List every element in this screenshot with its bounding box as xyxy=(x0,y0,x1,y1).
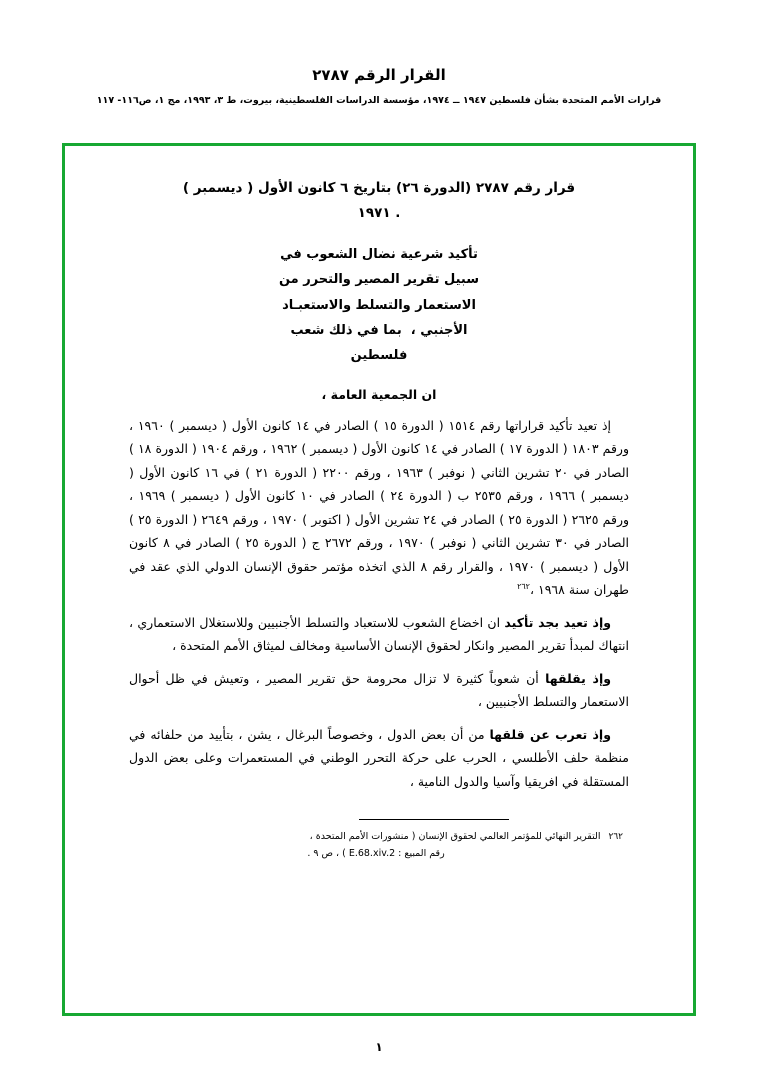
paragraph-1 xyxy=(129,414,629,602)
paragraph-4-text: من أن بعض الدول ، وخصوصاً البرغال ، يشن ، بتأييد من حلفائه في منظمة حلف الأطلسي ، الحرب على حركة التحرر الوطني في المستعمرات وعلى بعض الدول المستقلة في افريقيا وآسيا والدول النامية ، xyxy=(129,726,629,789)
page-title: القرار الرقم ٢٧٨٧ xyxy=(312,66,446,84)
paragraph-3-lead: وإذ يقلقها xyxy=(545,670,611,686)
paragraph-2 xyxy=(129,611,629,658)
paragraph-4 xyxy=(129,723,629,794)
paragraph-4-lead: وإذ تعرب عن قلقها xyxy=(489,726,611,742)
footnote-marker: ٢٦٢ xyxy=(517,582,530,591)
assembly-line: ان الجمعية العامة ، xyxy=(321,386,437,402)
footnote-line-1: التقرير النهائي للمؤتمر العالمي لحقوق الإنسان ( منشورات الأمم المتحدة ، xyxy=(309,831,601,843)
subject-line-1: تأكيد شرعية نضال الشعوب في xyxy=(280,246,478,262)
paragraph-3-text: أن شعوباً كثيرة لا تزال محرومة حق تقرير المصير ، وتعيش في ظل أحوال الاستعمار والتسلط الأجنبيين ، xyxy=(129,670,629,710)
subject-line-3: الاستعمار والتسلط والاستعبـاد xyxy=(282,297,476,313)
paragraph-2-text: ان اخضاع الشعوب للاستعباد والتسلط الأجنبيين وللاستغلال الاستعماري ، انتهاك لمبدأ تقرير المصير وانكار لحقوق الإنسان الأساسية ومخالف لميثاق الأمم المتحدة ، xyxy=(129,614,629,654)
footnote xyxy=(129,828,629,862)
page-header xyxy=(0,0,758,107)
subject-line-2: سبيل تقرير المصير والتحرر من xyxy=(278,272,480,288)
resolution-body xyxy=(129,414,629,794)
resolution-heading-line2: . ١٩٧١ xyxy=(357,204,401,221)
page-number: ١ xyxy=(375,1040,383,1054)
green-bordered-frame xyxy=(62,143,696,1016)
subject-line-5: فلسطين xyxy=(350,348,408,364)
footnote-divider xyxy=(359,819,509,820)
resolution-heading xyxy=(129,176,629,226)
subject-line-4: الأجنبي ، بما في ذلك شعب xyxy=(290,322,468,338)
resolution-subject xyxy=(229,242,529,369)
paragraph-1-text: إذ تعيد تأكيد قراراتها رقم ١٥١٤ ( الدورة ١٥ ) الصادر في ١٤ كانون الأول ( ديسمبر ) ١٩٦٠ ، ورقم ١٨٠٣ ( الدورة ١٧ ) الصادر في ١٤ كانون الأول ( ديسمبر ) ١٩٦٢ ، ورقم ١٩٠٤ ( الدورة ١٨ ) الصادر في ٢٠ تشرين الثاني ( نوفبر ) ١٩٦٣ ، ورقم ٢٢٠٠ ( الدورة ٢١ ) في ١٦ كانون الأول ( ديسمبر ) ١٩٦٦ ، ورقم ٢٥٣٥ ب ( الدورة ٢٤ ) الصادر في ١٠ كانون الأول ( ديسمبر ) ١٩٦٩ ، ورقم ٢٦٢٥ ( الدورة ٢٥ ) الصادر في ٢٤ تشرين الأول ( اكتوبر ) ١٩٧٠ ، ورقم ٢٦٤٩ ( الدورة ٢٥ ) الصادر في ٣٠ تشرين الثاني ( نوفبر ) ١٩٧٠ ، ورقم ٢٦٧٢ ج ( الدورة ٢٥ ) الصادر في ٨ كانون الأول ( ديسمبر ) ١٩٧٠ ، والقرار رقم ٨ الذي اتخذه مؤتمر حقوق الإنسان الدولي الذي عقد في طهران سنة ١٩٦٨ ، xyxy=(129,417,630,598)
footnote-number: ٢٦٢ xyxy=(608,832,623,843)
resolution-heading-line1: قرار رقم ٢٧٨٧ (الدورة ٢٦) بتاريخ ٦ كانون الأول ( ديسمبر ) xyxy=(182,180,576,196)
paragraph-3 xyxy=(129,667,629,714)
source-citation: قرارات الأمم المتحدة بشأن فلسطين ١٩٤٧ ــ ١٩٧٤، مؤسسة الدراسات الفلسطينية، بيروت، ط ٣، ١٩٩٣، مج ١، ص١١٦- ١١٧ xyxy=(96,95,662,106)
footnote-line-2: رقم المبيع : E.68.xiv.2 ) ، ص ٩ . xyxy=(307,848,445,860)
paragraph-2-lead: وإذ تعيد بجد تأكيد xyxy=(504,614,612,630)
